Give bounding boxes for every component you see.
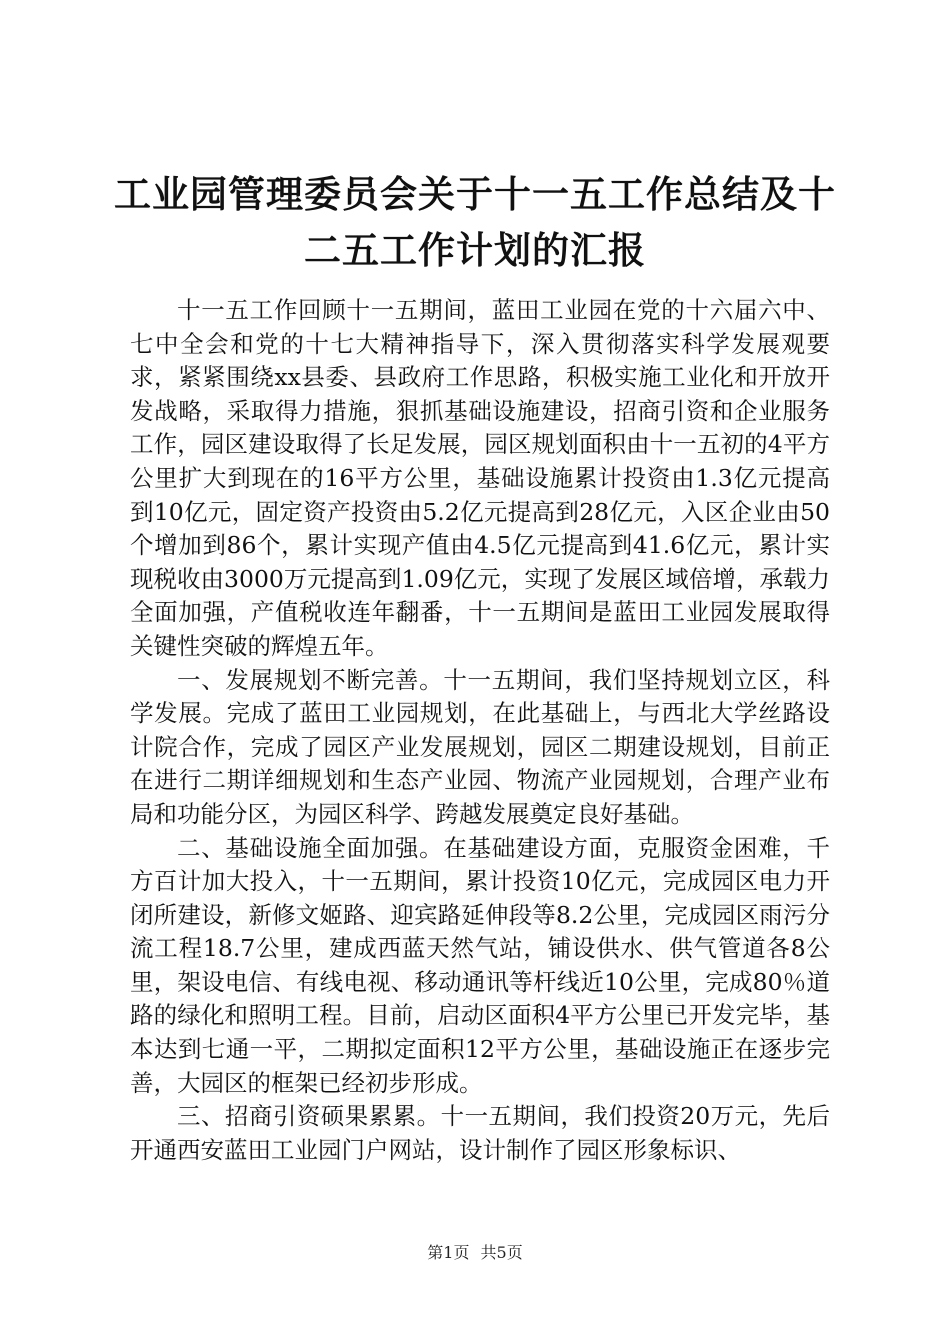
document-title: 工业园管理委员会关于十一五工作总结及十二五工作计划的汇报	[114, 172, 836, 272]
page-total: 共5页	[480, 1243, 523, 1262]
paragraph-review: 十一五工作回顾十一五期间，蓝田工业园在党的十六届六中、七中全会和党的十七大精神指导下，深入贯彻落实科学发展观要求，紧紧围绕xx县委、县政府工作思路，积极实施工业化和开放开发战略，采取得力措施，狠抓基础设施建设，招商引资和企业服务工作，园区建设取得了长足发展，园区规划面积由十一五初的4平方公里扩大到现在的16平方公里，基础设施累计投资由1.3亿元提高到10亿元，固定资产投资由5.2亿元提高到28亿元，入区企业由50个增加到86个，累计实现产值由4.5亿元提高到41.6亿元，累计实现税收由3000万元提高到1.09亿元，实现了发展区域倍增，承载力全面加强，产值税收连年翻番，十一五期间是蓝田工业园发展取得关键性突破的辉煌五年。	[130, 296, 830, 660]
page-footer	[0, 1240, 950, 1263]
paragraph-infrastructure: 二、基础设施全面加强。在基础建设方面，克服资金困难，千方百计加大投入，十一五期间，累计投资10亿元，完成园区电力开闭所建设，新修文姬路、迎宾路延伸段等8.2公里，完成园区雨污分流工程18.7公里，建成西蓝天然气站，铺设供水、供气管道各8公里，架设电信、有线电视、移动通讯等杆线近10公里，完成80％道路的绿化和照明工程。目前，启动区面积4平方公里已开发完毕，基本达到七通一平，二期拟定面积12平方公里，基础设施正在逐步完善，大园区的框架已经初步形成。	[130, 833, 830, 1097]
document-body	[130, 294, 830, 1167]
paragraph-investment: 三、招商引资硕果累累。十一五期间，我们投资20万元，先后开通西安蓝田工业园门户网站，设计制作了园区形象标识、	[130, 1102, 830, 1164]
paragraph-planning: 一、发展规划不断完善。十一五期间，我们坚持规划立区，科学发展。完成了蓝田工业园规划，在此基础上，与西北大学丝路设计院合作，完成了园区产业发展规划，园区二期建设规划，目前正在进行二期详细规划和生态产业园、物流产业园规划，合理产业布局和功能分区，为园区科学、跨越发展奠定良好基础。	[130, 665, 830, 828]
page-number: 第1页	[427, 1243, 470, 1262]
